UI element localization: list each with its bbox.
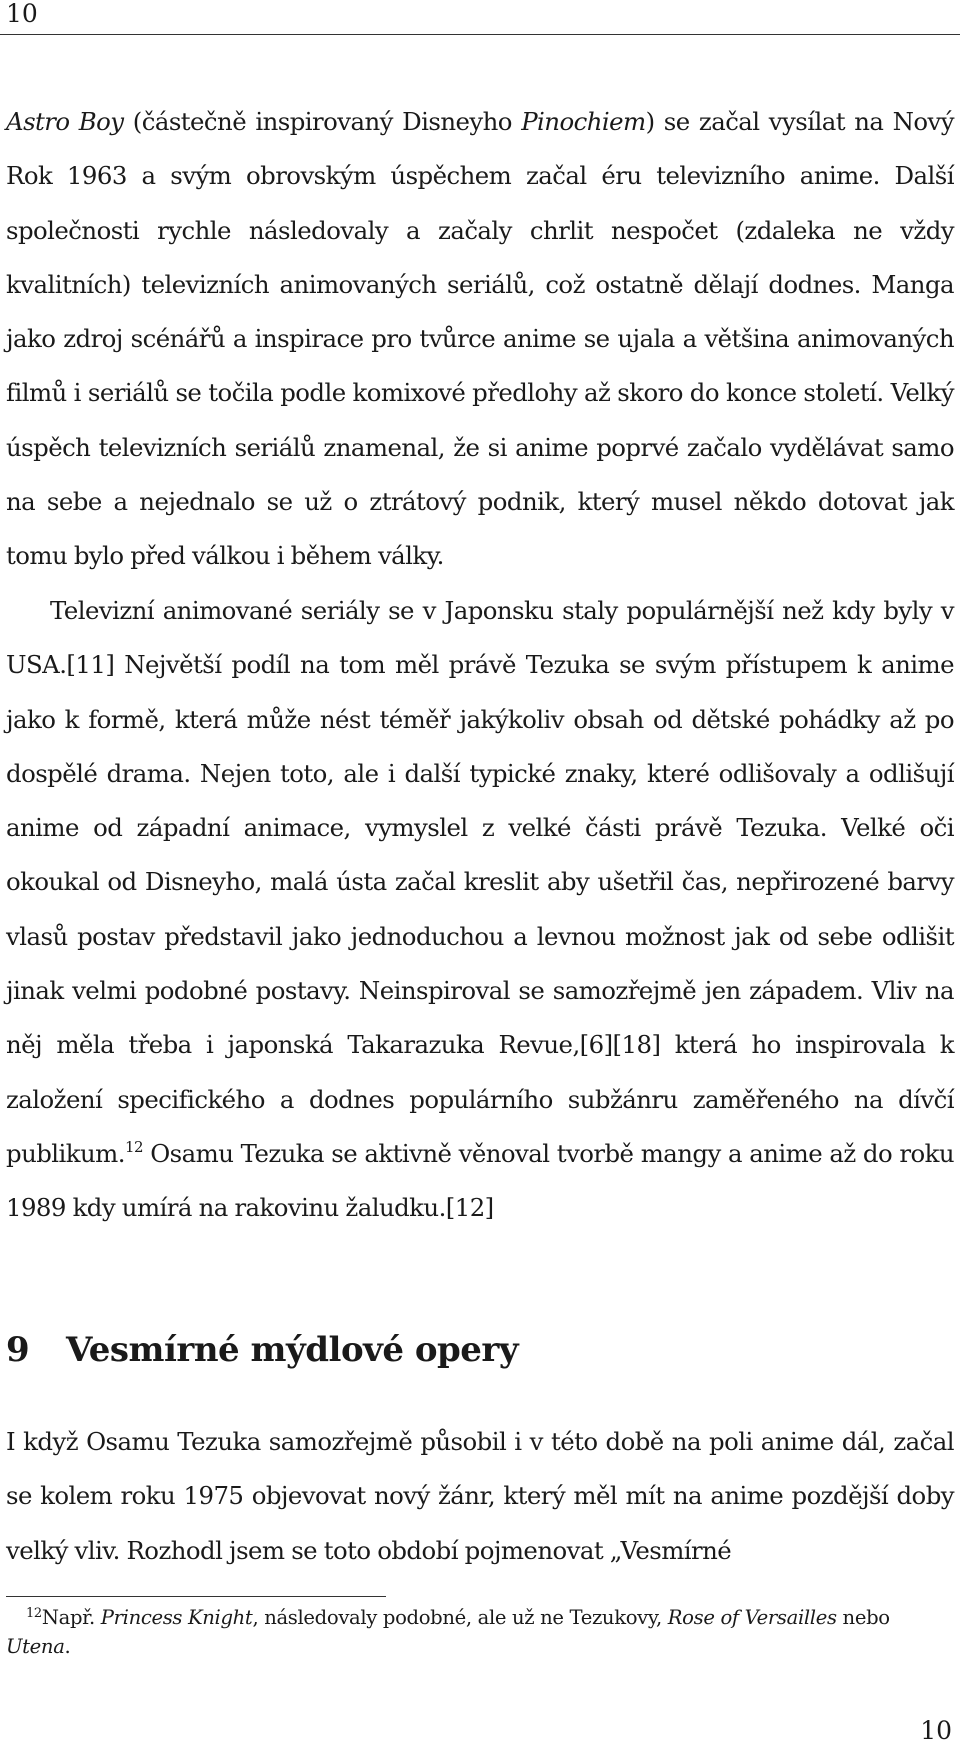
section-title: Vesmírné mýdlové opery: [66, 1330, 519, 1370]
title-princess-knight: Princess Knight: [100, 1606, 253, 1629]
title-astro-boy: Astro Boy: [6, 107, 124, 136]
title-utena: Utena: [6, 1635, 65, 1658]
footnote-rule: [6, 1596, 386, 1597]
section-heading: [6, 1330, 518, 1370]
page-number-top: 10: [6, 0, 38, 28]
header-rule: [0, 34, 960, 35]
paragraph-text: Televizní animované seriály se v Japonsku staly populárnější než kdy byly v USA.[11] Největší podíl na tom měl právě Tezuka se svým přístupem k anime jako k formě, která může nést téměř jakýkoliv obsah od dětské pohádky až po dospělé drama. Nejen toto, ale i další typické znaky, které odlišovaly a odlišují anime od západní animace, vymyslel z velké části právě Tezuka. Velké oči okoukal od Disneyho, malá ústa začal kreslit aby ušetřil čas, nepřirozené barvy vlasů postav představil jako jednoduchou a levnou možnost jak od sebe odlišit jinak velmi podobné postavy. Neinspiroval se samozřejmě jen západem. Vliv na něj měla třeba i japonská Takarazuka Revue,[6][18] která ho inspirovala k založení specifického a dodnes populárního subžánru zaměřeného na dívčí publikum.: [6, 596, 954, 1168]
title-rose-of-versailles: Rose of Versailles: [667, 1606, 837, 1629]
section-number: 9: [6, 1330, 30, 1370]
page-number-bottom: 10: [920, 1716, 952, 1745]
title-pinochio: Pinochiem: [521, 107, 646, 136]
footnote-reference: 12: [124, 1137, 143, 1156]
footnote: [6, 1603, 954, 1661]
paragraph-text: Osamu Tezuka se aktivně věnoval tvorbě mangy a anime až do roku 1989 kdy umírá na rakovinu žaludku.[12]: [6, 1138, 954, 1223]
paragraph-astro-boy: [6, 95, 954, 584]
footnote-text: .: [64, 1635, 71, 1658]
paragraph-text: (částečně inspirovaný Disneyho: [123, 107, 522, 136]
footnote-number: 12: [26, 1606, 42, 1621]
paragraph-space-opera: I když Osamu Tezuka samozřejmě působil i v této době na poli anime dál, začal se kolem roku 1975 objevovat nový žánr, který měl mít na anime pozdější doby velký vliv. Rozhodl jsem se toto období pojmenovat „Vesmírné: [6, 1427, 954, 1565]
paragraph-text: ) se začal vysílat na Nový Rok 1963 a svým obrovským úspěchem začal éru televizního anime. Další společnosti rychle následovaly a začaly chrlit nespočet (zdaleka ne vždy kvalitních) televizních animovaných seriálů, což ostatně dělají dodnes. Manga jako zdroj scénářů a inspirace pro tvůrce anime se ujala a většina animovaných filmů i seriálů se točila podle komixové předlohy až skoro do konce století. Velký úspěch televizních seriálů znamenal, že si anime poprvé začalo vydělávat samo na sebe a nejednalo se už o ztrátový podnik, který musel někdo dotovat jak tomu bylo před válkou i během války.: [6, 107, 955, 571]
footnote-text: Např.: [41, 1606, 101, 1629]
paragraph-tv-series: [6, 584, 954, 1236]
footnote-text: nebo: [836, 1606, 890, 1629]
footnote-text: , následovaly podobné, ale už ne Tezukovy,: [252, 1606, 668, 1629]
